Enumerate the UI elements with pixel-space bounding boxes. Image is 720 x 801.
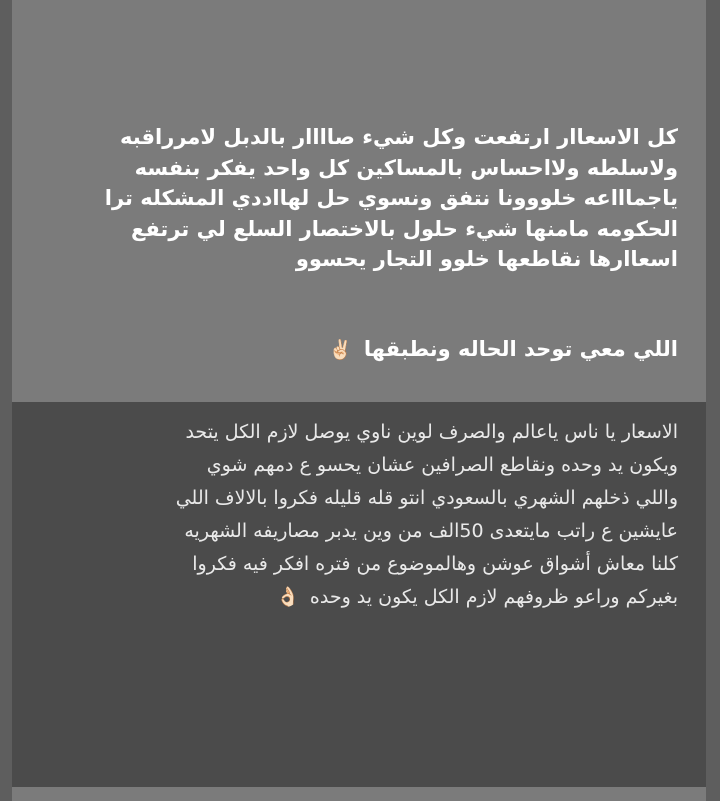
story-bottom-panel: [12, 402, 706, 787]
top-message-line: ياجماااعه خلووونا نتفق ونسوي حل لهااددي المشكله ترا: [104, 186, 678, 210]
bottom-message-line: ويكون يد وحده ونقاطع الصرافين عشان يحسو ع دمهم شوي: [206, 454, 678, 476]
right-margin: [706, 0, 720, 801]
bottom-last-text: بغيركم وراعو ظروفهم لازم الكل يكون يد وحده: [309, 586, 678, 608]
bottom-strip: [12, 787, 706, 801]
bottom-message-line: عايشين ع راتب مايتعدى 50الف من وين يدبر مصاريفه الشهريه: [184, 520, 678, 542]
top-message-line: الحكومه مامنها شيء حلول بالاختصار السلع لي ترتفع: [130, 216, 678, 241]
top-message-line: اسعاارها نقاطعها خلوو التجار يحسوو: [295, 247, 678, 271]
bottom-message-line-last: [38, 581, 678, 614]
ok-hand-icon: 👌🏻: [276, 586, 300, 608]
top-closing-line: [325, 334, 678, 365]
bottom-message-line: الاسعار يا ناس ياعالم والصرف لوين ناوي يوصل لازم الكل يتحد: [185, 421, 678, 443]
story-top-panel: [12, 0, 706, 402]
bottom-message-line: كلنا معاش أشواق عوشن وهالموضوع من فتره افكر فيه فكروا: [192, 553, 678, 575]
top-message-line: ولاسلطه ولااحساس بالمساكين كل واحد يفكر بنفسه: [134, 155, 678, 180]
bottom-message-line: واللي ذخلهم الشهري بالسعودي انتو قله قليله فكروا بالالاف اللي: [175, 487, 678, 509]
left-margin: [0, 0, 12, 801]
bottom-message-text: [38, 416, 678, 614]
top-message-line: كل الاسعاار ارتفعت وكل شيء صاااار بالدبل لامرراقبه: [120, 125, 678, 149]
top-closing-text: اللي معي توحد الحاله ونطبقها: [363, 337, 678, 361]
victory-hand-icon: ✌🏻: [328, 339, 353, 361]
top-message-text: [38, 122, 678, 275]
story-screen: [12, 0, 706, 801]
